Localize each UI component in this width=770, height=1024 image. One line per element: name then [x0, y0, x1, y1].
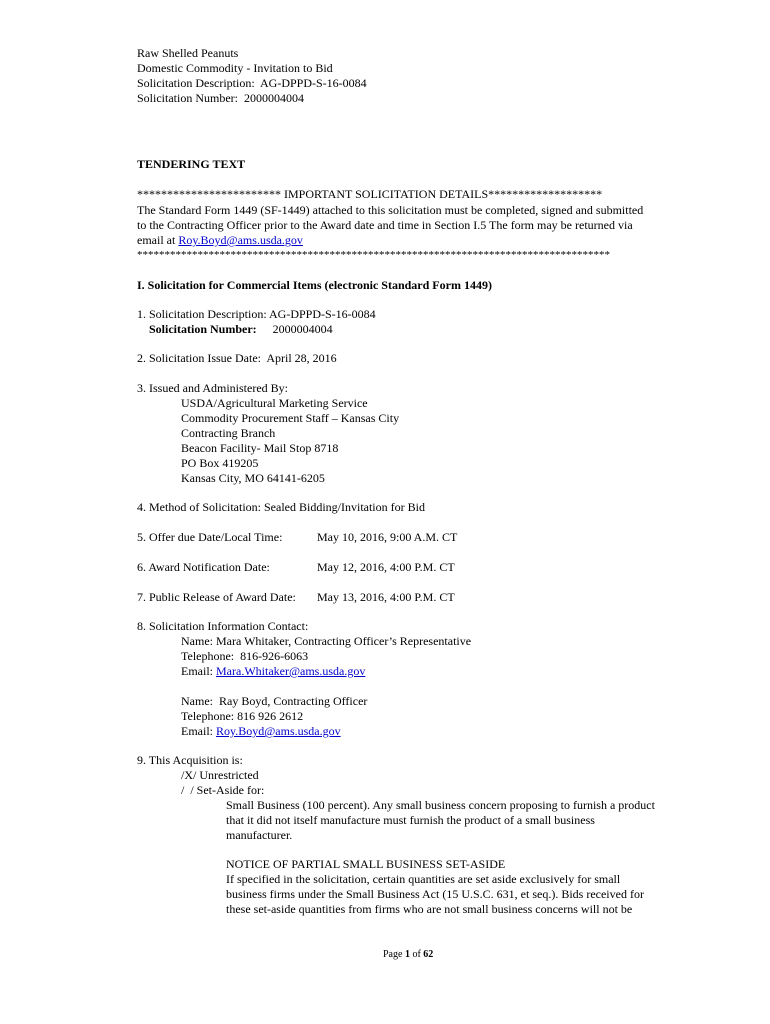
notice-line: these set-aside quantities from firms who are not small business concerns will not be — [226, 902, 633, 916]
item-6-value: May 12, 2016, 4:00 P.M. CT — [317, 560, 455, 574]
address-line: Commodity Procurement Staff – Kansas City — [181, 411, 400, 425]
email-link-roy-boyd[interactable]: Roy.Boyd@ams.usda.gov — [216, 724, 341, 738]
email-prefix: Email: — [181, 664, 216, 678]
item-1-number — [137, 322, 333, 337]
item-4-method: 4. Method of Solicitation: Sealed Bidding/Invitation for Bid — [137, 500, 425, 514]
page-prefix: Page — [383, 949, 405, 960]
header-solicitation-number: Solicitation Number: 2000004004 — [137, 91, 304, 105]
item-7-value: May 13, 2016, 4:00 P.M. CT — [317, 590, 455, 604]
page-number — [383, 947, 433, 962]
email-link-mara-whitaker[interactable]: Mara.Whitaker@ams.usda.gov — [216, 664, 366, 678]
item-5-label: 5. Offer due Date/Local Time: — [137, 530, 283, 544]
item-7-label: 7. Public Release of Award Date: — [137, 590, 296, 604]
section-heading: I. Solicitation for Commercial Items (electronic Standard Form 1449) — [137, 278, 492, 292]
item-2-issue-date: 2. Solicitation Issue Date: April 28, 2016 — [137, 351, 337, 365]
email-prefix: email at — [137, 233, 179, 247]
unrestricted-option: /X/ Unrestricted — [181, 768, 259, 782]
setaside-option: / / Set-Aside for: — [181, 783, 265, 797]
stars-divider: ************************************************************************************** — [137, 249, 610, 261]
item-9-acquisition: 9. This Acquisition is: — [137, 753, 243, 767]
tendering-paragraph-line: The Standard Form 1449 (SF-1449) attached to this solicitation must be completed, signed and submitted — [137, 203, 644, 217]
contact-name: Name: Mara Whitaker, Contracting Officer’s Representative — [181, 634, 472, 648]
address-line: Contracting Branch — [181, 426, 276, 440]
email-prefix: Email: — [181, 724, 216, 738]
contact-phone: Telephone: 816-926-6063 — [181, 649, 309, 663]
notice-title: NOTICE OF PARTIAL SMALL BUSINESS SET-ASIDE — [226, 857, 506, 871]
contact-phone: Telephone: 816 926 2612 — [181, 709, 304, 723]
tendering-heading: TENDERING TEXT — [137, 157, 246, 171]
important-details-banner: ************************ IMPORTANT SOLICITATION DETAILS******************* — [137, 187, 603, 201]
contact-name: Name: Ray Boyd, Contracting Officer — [181, 694, 368, 708]
small-business-line: Small Business (100 percent). Any small business concern proposing to furnish a product — [226, 798, 655, 812]
tendering-paragraph-line — [137, 233, 303, 248]
small-business-line: manufacturer. — [226, 828, 293, 842]
email-link-roy-boyd[interactable]: Roy.Boyd@ams.usda.gov — [178, 233, 303, 247]
address-line: Beacon Facility- Mail Stop 8718 — [181, 441, 339, 455]
address-line: USDA/Agricultural Marketing Service — [181, 396, 368, 410]
header-title: Raw Shelled Peanuts — [137, 46, 239, 60]
item-1-description: 1. Solicitation Description: AG-DPPD-S-16-0084 — [137, 307, 376, 321]
header-solicitation-description: Solicitation Description: AG-DPPD-S-16-0084 — [137, 76, 367, 90]
page-current: 1 — [404, 949, 410, 960]
contact-email — [181, 724, 341, 739]
notice-line: business firms under the Small Business Act (15 U.S.C. 631, et seq.). Bids received for — [226, 887, 644, 901]
notice-line: If specified in the solicitation, certain quantities are set aside exclusively for small — [226, 872, 621, 886]
header-subtitle: Domestic Commodity - Invitation to Bid — [137, 61, 333, 75]
item-5-value: May 10, 2016, 9:00 A.M. CT — [317, 530, 458, 544]
solicitation-number-value: 2000004004 — [272, 322, 333, 336]
tendering-paragraph-line: to the Contracting Officer prior to the Award date and time in Section I.5 The form may be returned via — [137, 218, 633, 232]
contact-email — [181, 664, 365, 679]
page-of: of — [409, 949, 424, 960]
item-6-label: 6. Award Notification Date: — [137, 560, 270, 574]
solicitation-number-label: Solicitation Number: — [137, 322, 257, 336]
item-8-contact: 8. Solicitation Information Contact: — [137, 619, 309, 633]
address-line: Kansas City, MO 64141-6205 — [181, 471, 325, 485]
small-business-line: that it did not itself manufacture must furnish the product of a small business — [226, 813, 595, 827]
item-3-issued-by: 3. Issued and Administered By: — [137, 381, 288, 395]
address-line: PO Box 419205 — [181, 456, 259, 470]
page-total: 62 — [423, 949, 434, 960]
